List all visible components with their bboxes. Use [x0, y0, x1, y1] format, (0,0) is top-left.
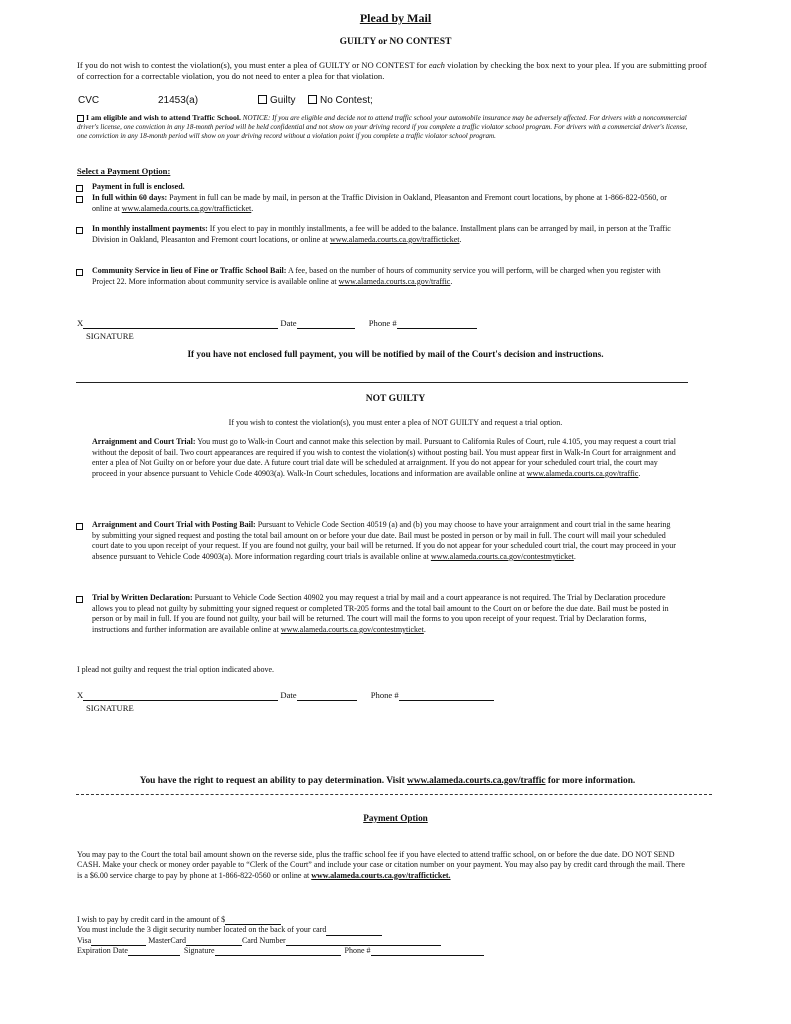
guilty-heading: GUILTY or NO CONTEST [339, 37, 452, 47]
full-payment-notice: If you have not enclosed full payment, you will be notified by mail of the Court's decision and instructions. [187, 349, 604, 359]
signature-field[interactable] [83, 319, 278, 329]
phone-field[interactable] [399, 691, 494, 701]
traffic-ticket-link[interactable]: www.alameda.courts.ca.gov/trafficticket [121, 203, 252, 213]
signature-field[interactable] [215, 946, 341, 956]
payment-instructions: You may pay to the Court the total bail amount shown on the reverse side, plus the traffic school fee if you have elected to attend traffic school, on or before the due date. DO NOT SEND CASH. Make your check or money order payable to “Clerk of the Court” and include your case or citation number on your payment. You may also pay by credit card through the mail. There is a $6.00 service charge to pay by phone at 1-866-822-0560 or online at www.alameda.courts.ca.gov/trafficticket. [77, 850, 685, 880]
security-code-field[interactable] [326, 926, 382, 936]
arraignment-option: Arraignment and Court Trial: You must go to Walk-in Court and cannot make this selection by mail. Pursuant to California Rules of Court, rule 4.105, you may request a court trial without the deposit of bail. Two court appearances are required if you wish to contest the violation(s) without posting bail. You must appear first in Walk-In Court for arraignment and enter a plea of Not Guilty on or before your due date. A future court trial date will be scheduled at arraignment. If you do not appear for your scheduled court trial, the court may proceed in your absence pursuant to Vehicle Code 40903(a). Walk-In Court schedules, locations and information are available online at www.alameda.courts.ca.gov/traffic. [92, 437, 676, 478]
checkbox-icon [76, 185, 83, 192]
page-title: Plead by Mail [359, 11, 432, 25]
arraignment-posting-bail-option[interactable]: Arraignment and Court Trial with Posting Bail: Pursuant to Vehicle Code Section 40519 (a) and (b) you may choose to have your arraignment and court trial in the same hearing by submitting your signed request and posting the total bail amount on or before your due date. Bail must be posted in person or by mail in full. The court will mail your scheduled court date to you upon receipt of your request. If you are found not guilty, your bail will be returned. If you do not appear for your scheduled court trial, the court may proceed in your absence pursuant to Vehicle Code 40903(a). More information regarding court trials is available online at www.alameda.courts.ca.gov/contestmyticket. [92, 520, 677, 562]
traffic-link[interactable]: www.alameda.courts.ca.gov/traffic [338, 276, 451, 286]
checkbox-icon [76, 523, 83, 530]
phone-field[interactable] [371, 946, 484, 956]
date-field[interactable] [297, 691, 357, 701]
checkbox-icon [76, 269, 83, 276]
amount-field[interactable] [225, 915, 281, 925]
written-declaration-option[interactable]: Trial by Written Declaration: Pursuant to Vehicle Code Section 40902 you may request a trial by mail and a court appearance is not required. The Trial by Declaration procedure allows you to plead not guilty by submitting your signed request or completed TR-205 forms and the total bail amount to the Court on or before the due date. Bail must be posted in person or by mail in full. If you are found not guilty, your bail will be returned. The court will mail the forms to you upon receipt of your request. Trial by Declaration forms, instructions and further information are available online at www.alameda.courts.ca.gov/contestmyticket. [92, 593, 677, 635]
traffic-school-option[interactable]: I am eligible and wish to attend Traffic School. NOTICE: If you are eligible and decide not to attend traffic school your automobile insurance may be adversely affected. For drivers with a noncommercial driver's license, one conviction in any 18-month period will be held confidential and not show on your driving record if you complete a traffic violator school program. For drivers with a commercial driver's license, one conviction in any 18-month period will show on your driving record without a violation point if you complete a traffic violator school program. [77, 113, 688, 141]
guilty-intro: If you do not wish to contest the violation(s), you must enter a plea of GUILTY or NO CONTEST for each violation by checking the box next to your plea. If you are submitting proof of correction for a correctable violation, you do not need to enter a plea for that violation. [77, 60, 707, 81]
traffic-link[interactable]: www.alameda.courts.ca.gov/traffic [407, 776, 546, 786]
expiration-date-field[interactable] [128, 946, 180, 956]
checkbox-icon [76, 227, 83, 234]
traffic-link[interactable]: www.alameda.courts.ca.gov/traffic [526, 468, 639, 478]
checkbox-icon [76, 596, 83, 603]
cut-line [76, 794, 712, 795]
not-guilty-heading: NOT GUILTY [365, 394, 426, 404]
not-guilty-intro: If you wish to contest the violation(s), you must enter a plea of NOT GUILTY and request a trial option. [228, 418, 563, 427]
not-guilty-signature-row: X Date Phone # [77, 690, 637, 701]
mastercard-field[interactable] [186, 936, 242, 946]
credit-card-form: I wish to pay by credit card in the amount of $ You must include the 3 digit security number located on the back of your card Visa MasterCard Card Number Expiration Date Signature Phone # [77, 915, 547, 956]
payment-option-60-days[interactable]: In full within 60 days: Payment in full can be made by mail, in person at the Traffic Division in Oakland, Pleasanton and Fremont court locations, by phone at 1-866-822-0560, or online at www.alameda.courts.ca.gov/trafficticket. [92, 193, 682, 214]
plead-statement: I plead not guilty and request the trial option indicated above. [77, 665, 275, 674]
payment-option-section-heading: Payment Option [363, 813, 428, 823]
ability-to-pay-notice: You have the right to request an ability to pay determination. Visit www.alameda.courts.ca.gov/traffic for more information. [139, 776, 636, 786]
violation-row [78, 95, 478, 106]
traffic-ticket-link[interactable]: www.alameda.courts.ca.gov/trafficticket [329, 234, 460, 244]
violation-section: 21453(a) [158, 95, 199, 106]
contest-ticket-link[interactable]: www.alameda.courts.ca.gov/contestmyticket [280, 624, 424, 634]
visa-field[interactable] [91, 936, 146, 946]
payment-option-heading: Select a Payment Option: [77, 166, 171, 176]
guilty-checkbox[interactable]: Guilty [258, 95, 296, 106]
section-divider [76, 382, 688, 383]
payment-option-installment[interactable]: In monthly installment payments: If you elect to pay in monthly installments, a fee will be added to the balance. Installment plans can be arranged by mail, in person at the Traffic Division in Oakland, Pleasanton and Fremont court locations, or online at www.alameda.courts.ca.gov/trafficticket. [92, 224, 682, 245]
signature-field[interactable] [83, 691, 278, 701]
contest-ticket-link[interactable]: www.alameda.courts.ca.gov/contestmyticket [430, 551, 574, 561]
signature-label: SIGNATURE [86, 331, 134, 341]
traffic-ticket-link[interactable]: www.alameda.courts.ca.gov/trafficticket. [311, 870, 451, 880]
payment-option-full[interactable]: Payment in full is enclosed. [92, 182, 682, 193]
card-number-field[interactable] [286, 936, 441, 946]
checkbox-icon [258, 95, 267, 104]
signature-label: SIGNATURE [86, 703, 134, 713]
no-contest-checkbox[interactable]: No Contest; [308, 95, 373, 106]
phone-field[interactable] [397, 319, 477, 329]
payment-option-community-service[interactable]: Community Service in lieu of Fine or Traffic School Bail: A fee, based on the number of hours of community service you will perform, will be charged when you register with Project 22. More information about community service is available online at www.alameda.courts.ca.gov/traffic. [92, 266, 682, 287]
checkbox-icon [308, 95, 317, 104]
guilty-signature-row: X Date Phone # [77, 318, 637, 329]
checkbox-icon [77, 115, 84, 122]
checkbox-icon [76, 196, 83, 203]
violation-code: CVC [78, 95, 100, 106]
date-field[interactable] [297, 319, 355, 329]
